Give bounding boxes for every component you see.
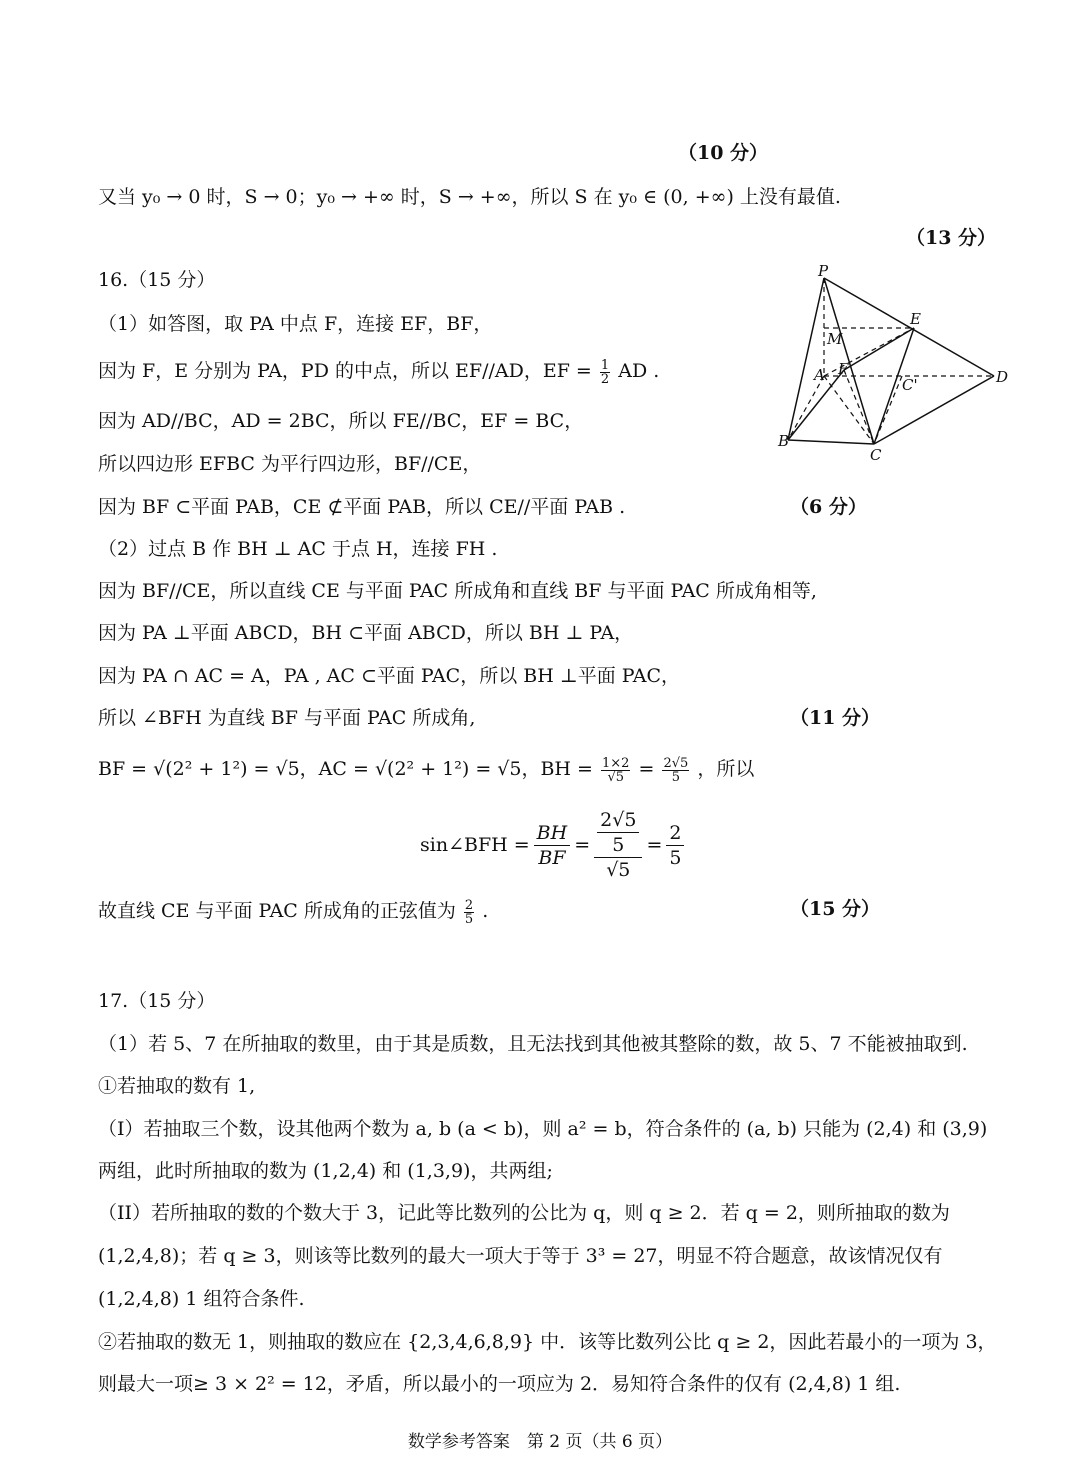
q16-line-2-pre: 因为 F，E 分别为 PA，PD 的中点，所以 EF//AD，EF = xyxy=(98,360,592,382)
q16-line-10: 所以 ∠BFH 为直线 BF 与平面 PAC 所成角, xyxy=(98,707,476,729)
q16-line-11-mid: = xyxy=(638,758,655,780)
text-line-1: 又当 y₀ → 0 时，S → 0；y₀ → +∞ 时，S → +∞，所以 S 在 y₀ ∈ (0, +∞) 上没有最值. xyxy=(98,186,841,208)
q17-line-2: ①若抽取的数有 1, xyxy=(98,1075,256,1097)
score-13: （13 分） xyxy=(906,227,997,249)
label-c-prime: C' xyxy=(902,376,918,394)
q17-header: 17.（15 分） xyxy=(98,990,216,1012)
q16-line-8: 因为 PA ⊥平面 ABCD，BH ⊂平面 ABCD，所以 BH ⊥ PA， xyxy=(98,622,634,644)
formula-eq-1: = xyxy=(574,834,591,856)
q16-line-7: 因为 BF//CE，所以直线 CE 与平面 PAC 所成角和直线 BF 与平面 PAC 所成角相等, xyxy=(98,580,817,602)
q16-line-11-post: ，所以 xyxy=(697,758,755,780)
label-m: M xyxy=(827,330,843,348)
q16-header: 16.（15 分） xyxy=(98,269,216,291)
q17-line-9: 则最大一项≥ 3 × 2² = 12，矛盾，所以最小的一项应为 2．易知符合条件的仅有 (2,4,8) 1 组. xyxy=(98,1373,901,1395)
q17-line-7: (1,2,4,8) 1 组符合条件. xyxy=(98,1288,305,1310)
sine-formula xyxy=(420,808,688,882)
q16-line-12 xyxy=(98,898,488,926)
q16-line-12-post: . xyxy=(482,900,489,922)
score-15: （15 分） xyxy=(790,898,881,920)
q16-line-2 xyxy=(98,358,659,386)
formula-eq-2: = xyxy=(646,834,663,856)
q16-line-1: （1）如答图，取 PA 中点 F，连接 EF，BF， xyxy=(98,313,493,335)
q16-line-12-pre: 故直线 CE 与平面 PAC 所成角的正弦值为 xyxy=(98,900,456,922)
label-c: C xyxy=(870,446,882,464)
q16-line-11 xyxy=(98,756,754,784)
formula-frac-3: $\frac{2}{5}$ xyxy=(666,821,684,870)
fraction-answer: $\frac{2}{5}$ xyxy=(464,897,474,927)
formula-frac-1: $\frac{BH}{BF}$ xyxy=(534,821,571,870)
q17-line-3: （I）若抽取三个数，设其他两个数为 a, b (a < b)，则 a² = b，符合条件的 (a, b) 只能为 (2,4) 和 (3,9) xyxy=(98,1118,988,1140)
page-footer: 数学参考答案 第 2 页（共 6 页） xyxy=(407,1432,673,1452)
label-f: F xyxy=(838,360,849,378)
fraction-half: $\frac{1}{2}$ xyxy=(600,357,610,387)
pyramid-figure xyxy=(772,262,1022,467)
label-a: A xyxy=(814,366,825,384)
fraction-bh-2: $\frac{2√5}{5}$ xyxy=(663,755,689,785)
q16-line-4: 所以四边形 EFBC 为平行四边形，BF//CE， xyxy=(98,453,482,475)
label-e: E xyxy=(910,310,921,328)
q16-line-2-post: AD . xyxy=(618,360,660,382)
label-d: D xyxy=(996,368,1009,386)
score-10: （10 分） xyxy=(678,142,769,164)
q16-line-11-pre: BF = √(2² + 1²) = √5，AC = √(2² + 1²) = √5，BH = xyxy=(98,758,593,780)
label-p: P xyxy=(818,262,829,280)
q17-line-6: (1,2,4,8)；若 q ≥ 3，则该等比数列的最大一项大于等于 3³ = 27，明显不符合题意，故该情况仅有 xyxy=(98,1245,943,1267)
q17-line-4: 两组，此时所抽取的数为 (1,2,4) 和 (1,3,9)，共两组; xyxy=(98,1160,553,1182)
q16-line-9: 因为 PA ∩ AC = A，PA , AC ⊂平面 PAC，所以 BH ⊥平面 PAC， xyxy=(98,665,681,687)
formula-lhs: sin∠BFH = xyxy=(420,834,530,856)
q17-line-1: （1）若 5、7 在所抽取的数里，由于其是质数，且无法找到其他被其整除的数，故 5、7 不能被抽取到. xyxy=(98,1033,968,1055)
formula-frac-2: $\frac{\frac{2√5}{5}}{√5}$ xyxy=(594,808,642,882)
q16-line-6: （2）过点 B 作 BH ⊥ AC 于点 H，连接 FH . xyxy=(98,538,498,560)
q16-line-5: 因为 BF ⊂平面 PAB，CE ⊄平面 PAB，所以 CE//平面 PAB . xyxy=(98,496,626,518)
fraction-bh-1: $\frac{1\times 2}{√5}$ xyxy=(602,755,630,785)
score-11: （11 分） xyxy=(790,707,881,729)
q16-line-3: 因为 AD//BC，AD = 2BC，所以 FE//BC，EF = BC， xyxy=(98,410,584,432)
q17-line-8: ②若抽取的数无 1，则抽取的数应在 {2,3,4,6,8,9} 中．该等比数列公比 q ≥ 2，因此若最小的一项为 3， xyxy=(98,1331,997,1353)
q17-line-5: （II）若所抽取的数的个数大于 3，记此等比数列的公比为 q，则 q ≥ 2．若 q = 2，则所抽取的数为 xyxy=(98,1202,950,1224)
label-b: B xyxy=(778,432,790,450)
score-6: （6 分） xyxy=(790,496,867,518)
